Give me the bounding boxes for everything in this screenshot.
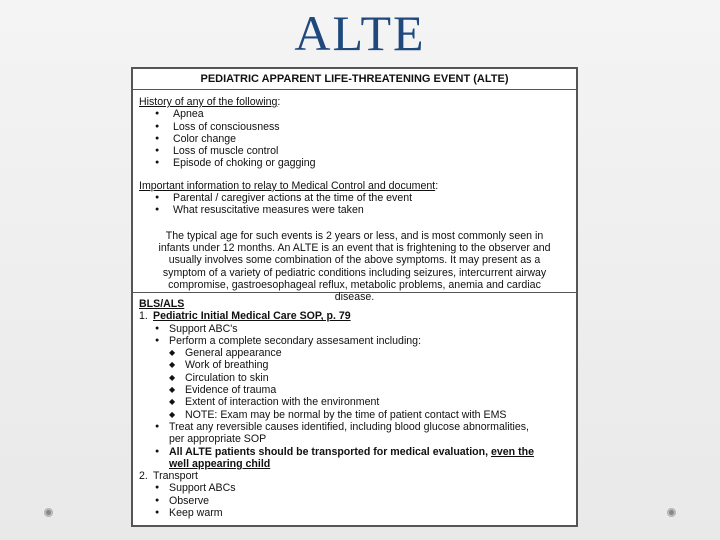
step-1-number: 1. — [139, 310, 148, 323]
list-item: ● Color change — [139, 133, 570, 145]
list-item: ● Loss of muscle control — [139, 145, 570, 157]
relay-heading-line — [139, 180, 570, 192]
paragraph-line: disease. — [334, 291, 375, 304]
paragraph-line: infants under 12 months. An ALTE is an event that is frightening to the observer and — [158, 241, 551, 254]
step-2-number: 2. — [139, 470, 148, 483]
list-item: ● Episode of choking or gagging — [139, 157, 570, 169]
list-item: ● Parental / caregiver actions at the time of the event — [139, 192, 570, 204]
paragraph-line: usually involves some combination of the above symptoms. It may present as a — [168, 254, 541, 267]
step-2-title: Transport — [153, 470, 198, 483]
list-item: ● Perform a complete secondary assesament including: — [139, 335, 570, 347]
list-item: ● Support ABCs — [139, 482, 570, 494]
protocol-document — [131, 67, 578, 527]
transport-line-1 — [169, 446, 570, 458]
paragraph-line: The typical age for such events is 2 years or less, and is most commonly seen in — [165, 229, 544, 242]
treat-line-2: per appropriate SOP — [169, 433, 267, 446]
bls-heading: BLS/ALS — [139, 298, 185, 310]
list-item: ● Keep warm — [139, 507, 570, 519]
secondary-assessment-list — [151, 347, 570, 421]
history-heading-colon: : — [277, 96, 281, 108]
list-item: ● Loss of consciousness — [139, 121, 570, 133]
list-item: ◆ General appearance — [151, 347, 570, 359]
paragraph-line: symptom of a variety of pediatric conditions including seizures, intercurrent airway — [162, 266, 547, 279]
relay-heading-colon: : — [435, 179, 439, 192]
step-1 — [139, 310, 570, 322]
step-2-list — [139, 482, 570, 519]
list-item: ◆ Work of breathing — [151, 359, 570, 371]
relay-list — [139, 192, 570, 217]
list-item: ● Apnea — [139, 108, 570, 120]
relay-heading: Important information to relay to Medical Control and document — [139, 179, 436, 192]
list-item: ● Support ABC's — [139, 323, 570, 335]
bls-als-section — [133, 293, 576, 519]
list-item: ◆ NOTE: Exam may be normal by the time of patient contact with EMS — [151, 409, 570, 421]
list-item: ◆ Circulation to skin — [151, 372, 570, 384]
list-item: ● Observe — [139, 495, 570, 507]
transport-line-1-b: even the — [490, 445, 534, 458]
transport-line-1-a: All ALTE patients should be transported for medical evaluation, — [169, 445, 491, 458]
document-header: PEDIATRIC APPARENT LIFE-THREATENING EVENT (ALTE) — [133, 69, 576, 90]
history-list — [139, 108, 570, 169]
list-item — [139, 446, 570, 471]
transport-line-2: well appearing child — [169, 457, 271, 470]
step-1-list — [139, 323, 570, 348]
history-heading: History of any of the following — [139, 96, 278, 108]
slide-title: ALTE — [294, 5, 426, 61]
slide-corner-dot — [44, 508, 53, 517]
list-item: ◆ Evidence of trauma — [151, 384, 570, 396]
slide-corner-dot — [667, 508, 676, 517]
paragraph-line: compromise, gastroesophageal reflux, metabolic problems, anemia and cardiac — [168, 278, 541, 291]
list-item: ◆ Extent of interaction with the environment — [151, 396, 570, 408]
list-item: ● What resuscitative measures were taken — [139, 204, 570, 216]
step-1-list-continued — [139, 421, 570, 470]
list-item — [139, 421, 570, 446]
history-heading-line — [139, 96, 570, 108]
step-1-title: Pediatric Initial Medical Care SOP, p. 79 — [153, 310, 351, 323]
treat-line-1: ● Treat any reversible causes identified, including blood glucose abnormalities, — [169, 420, 529, 433]
step-2 — [139, 470, 570, 482]
